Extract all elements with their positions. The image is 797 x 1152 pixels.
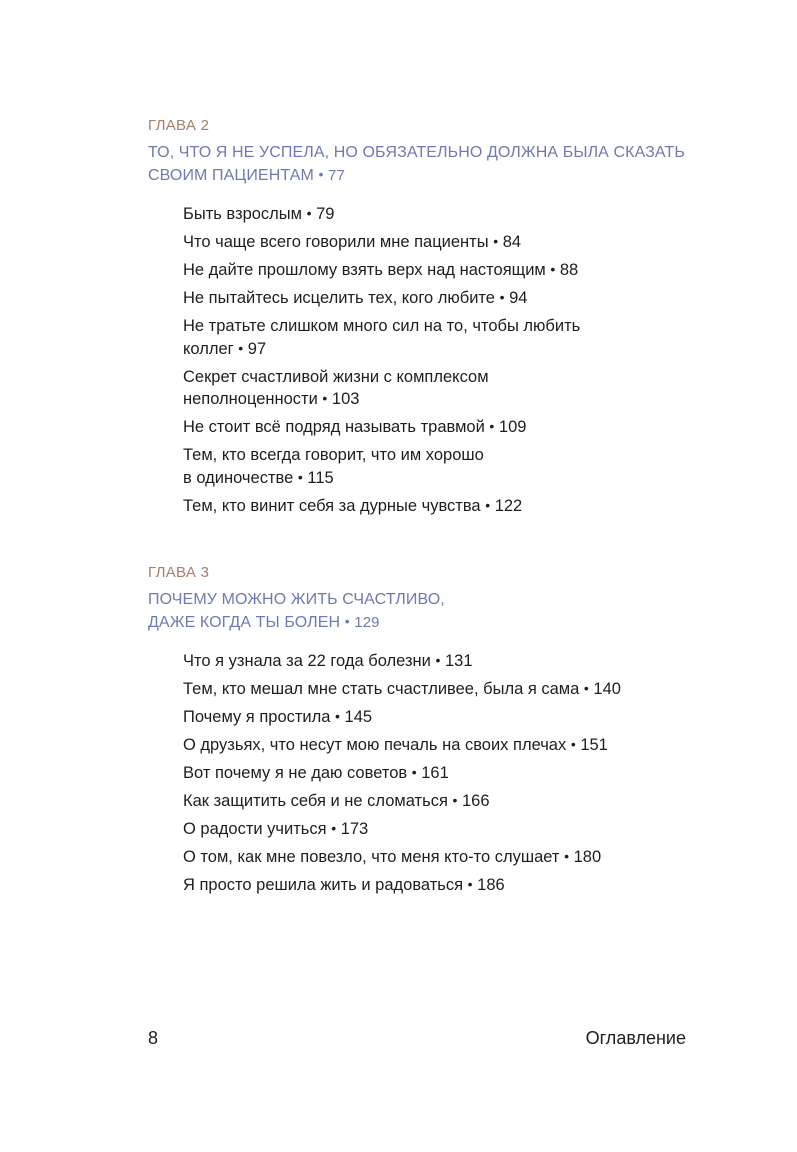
entry-title: Вот почему я не даю советов (183, 764, 408, 782)
entry-page-number: 151 (580, 736, 608, 754)
bullet-separator: • (570, 736, 576, 752)
chapter-title-line-2: СВОИМ ПАЦИЕНТАМ (148, 167, 314, 184)
toc-entry[interactable] (183, 287, 653, 310)
entry-title-line-2: неполноценности (183, 390, 318, 408)
toc-entry[interactable] (183, 818, 653, 841)
toc-entry[interactable] (183, 846, 653, 869)
entry-page-number: 140 (593, 680, 621, 698)
chapter-title-line-1: ТО, ЧТО Я НЕ УСПЕЛА, НО ОБЯЗАТЕЛЬНО ДОЛЖНА БЫЛА СКАЗАТЬ (148, 144, 685, 161)
bullet-separator: • (564, 848, 569, 864)
bullet-separator: • (493, 233, 499, 249)
chapter-title[interactable] (148, 142, 708, 187)
bullet-separator: • (297, 468, 303, 485)
entry-page-number: 79 (316, 205, 335, 223)
entry-page-number: 145 (344, 708, 373, 726)
entry-title: Что чаще всего говорили мне пациенты (183, 233, 489, 251)
page-number: 8 (148, 1028, 159, 1048)
toc-entry[interactable] (183, 706, 653, 729)
chapter-title[interactable] (148, 589, 708, 634)
chapter-3-entries (183, 650, 653, 902)
running-footer-title: Оглавление (585, 1028, 686, 1048)
bullet-separator: • (306, 205, 312, 221)
bullet-separator: • (331, 820, 337, 836)
entry-title-line-2: коллег (183, 339, 234, 358)
entry-title-line-1: Тем, кто всегда говорит, что им хорошо (183, 446, 484, 464)
chapter-2-entries (183, 203, 653, 523)
bullet-separator: • (318, 166, 324, 182)
chapter-label: ГЛАВА 2 (148, 117, 210, 134)
toc-entry[interactable] (183, 790, 653, 813)
entry-page-number: 180 (573, 848, 602, 866)
entry-title-line-1: Секрет счастливой жизни с комплексом (183, 367, 489, 386)
entry-title: О радости учиться (183, 820, 327, 838)
entry-page-number: 88 (559, 261, 579, 279)
entry-page-number: 173 (340, 820, 369, 838)
toc-entry[interactable] (183, 259, 653, 282)
bullet-separator: • (335, 708, 340, 724)
bullet-separator: • (411, 764, 417, 780)
entry-title: О друзьях, что несут мою печаль на своих плечах (183, 736, 567, 754)
entry-title-line-1: Не тратьте слишком много сил на то, чтобы любить (183, 317, 581, 335)
chapter-page-number: 129 (354, 614, 380, 631)
entry-page-number: 161 (421, 764, 449, 782)
toc-entry[interactable] (183, 203, 653, 226)
chapter-page-number: 77 (328, 167, 345, 184)
chapter-2-heading (148, 116, 708, 187)
bullet-separator: • (452, 792, 458, 808)
toc-entry[interactable] (183, 366, 653, 411)
toc-entry[interactable] (183, 734, 653, 757)
bullet-separator: • (322, 390, 328, 406)
entry-page-number: 94 (509, 289, 528, 307)
entry-title: Что я узнала за 22 года болезни (183, 652, 431, 670)
entry-title: Тем, кто мешал мне стать счастливее, была я сама (183, 680, 580, 698)
entry-title: Тем, кто винит себя за дурные чувства (183, 496, 481, 515)
entry-page-number: 97 (247, 339, 267, 358)
chapter-title-line-2: ДАЖЕ КОГДА ТЫ БОЛЕН (148, 614, 341, 631)
entry-title: Как защитить себя и не сломаться (183, 792, 448, 810)
chapter-title-line-1: ПОЧЕМУ МОЖНО ЖИТЬ СЧАСТЛИВО, (148, 591, 445, 608)
entry-title: Не пытайтесь исцелить тех, кого любите (183, 289, 495, 307)
entry-title: Быть взрослым (183, 205, 303, 223)
entry-title: Не стоит всё подряд называть травмой (183, 418, 485, 436)
toc-entry[interactable] (183, 874, 653, 897)
entry-page-number: 103 (331, 390, 360, 408)
entry-title: Почему я простила (183, 708, 331, 726)
toc-entry[interactable] (183, 762, 653, 785)
bullet-separator: • (583, 680, 589, 696)
bullet-separator: • (550, 261, 556, 277)
bullet-separator: • (499, 289, 505, 305)
chapter-label: ГЛАВА 3 (148, 564, 210, 581)
bullet-separator: • (489, 418, 495, 434)
bullet-separator: • (467, 876, 473, 892)
bullet-separator: • (485, 496, 491, 513)
bullet-separator: • (344, 613, 350, 629)
entry-title: О том, как мне повезло, что меня кто-то слушает (183, 848, 560, 866)
entry-page-number: 84 (502, 233, 522, 251)
entry-page-number: 109 (498, 418, 527, 436)
entry-page-number: 115 (307, 468, 334, 487)
toc-entry[interactable] (183, 444, 653, 489)
entry-page-number: 131 (444, 652, 473, 670)
toc-entry[interactable] (183, 315, 653, 360)
bullet-separator: • (435, 652, 441, 668)
toc-entry[interactable] (183, 678, 653, 701)
toc-entry[interactable] (183, 231, 653, 254)
entry-page-number: 122 (494, 496, 523, 515)
toc-entry[interactable] (183, 650, 653, 673)
entry-page-number: 166 (462, 792, 490, 810)
bullet-separator: • (238, 339, 244, 356)
entry-title-line-2: в одиночестве (183, 468, 294, 487)
chapter-3-heading (148, 563, 708, 634)
toc-entry[interactable] (183, 416, 653, 439)
entry-title: Я просто решила жить и радоваться (183, 876, 464, 894)
entry-page-number: 186 (477, 876, 505, 894)
entry-title: Не дайте прошлому взять верх над настоящим (183, 261, 546, 279)
toc-entry[interactable] (183, 495, 653, 518)
